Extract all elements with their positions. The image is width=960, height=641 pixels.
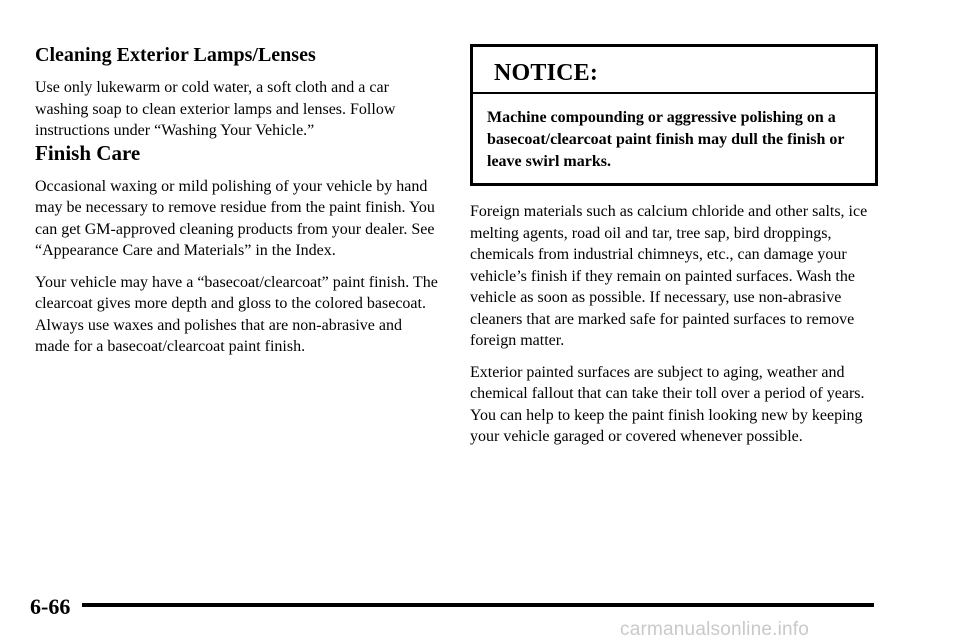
finish-care-heading: Finish Care xyxy=(35,140,141,165)
notice-box xyxy=(470,44,878,186)
aging-paragraph: Exterior painted surfaces are subject to aging, weather and chemical fallout that can take their toll over a period of years. You can help to keep the paint finish looking new by keeping your vehicle garaged or covered whenever possible. xyxy=(470,363,865,445)
lamps-paragraph: Use only lukewarm or cold water, a soft cloth and a car washing soap to clean exterior lamps and lenses. Follow instructions under “Washing Your Vehicle.” xyxy=(35,79,396,139)
lamps-heading: Cleaning Exterior Lamps/Lenses xyxy=(35,44,316,66)
footer-rule xyxy=(82,603,874,607)
page-number: 6-66 xyxy=(30,594,71,619)
notice-title: NOTICE: xyxy=(473,47,875,94)
watermark-text: carmanualsonline.info xyxy=(620,619,810,640)
left-column xyxy=(35,44,440,358)
finish-paragraph-1: Occasional waxing or mild polishing of your vehicle by hand may be necessary to remove residue from the paint finish. You can get GM-approved cleaning products from your dealer. See “Appearance Care and Materials” in the Index. xyxy=(35,177,435,260)
foreign-materials-paragraph: Foreign materials such as calcium chloride and other salts, ice melting agents, road oil and tar, tree sap, bird droppings, chemicals from industrial chimneys, etc., can damage your vehicle’s finish if they remain on painted surfaces. Wash the vehicle as soon as possible. If necessary, use non-abrasive cleaners that are marked safe for painted surfaces to remove foreign matter. xyxy=(470,203,868,349)
notice-text: Machine compounding or aggressive polishing on a basecoat/clearcoat paint finish may dull the finish or leave swirl marks. xyxy=(487,109,845,170)
finish-paragraph-2: Your vehicle may have a “basecoat/clearcoat” paint finish. The clearcoat gives more depth and gloss to the colored basecoat. Always use waxes and polishes that are non-abrasive and made for a basecoat/clearcoat paint finish. xyxy=(35,273,438,356)
right-column xyxy=(470,44,880,448)
